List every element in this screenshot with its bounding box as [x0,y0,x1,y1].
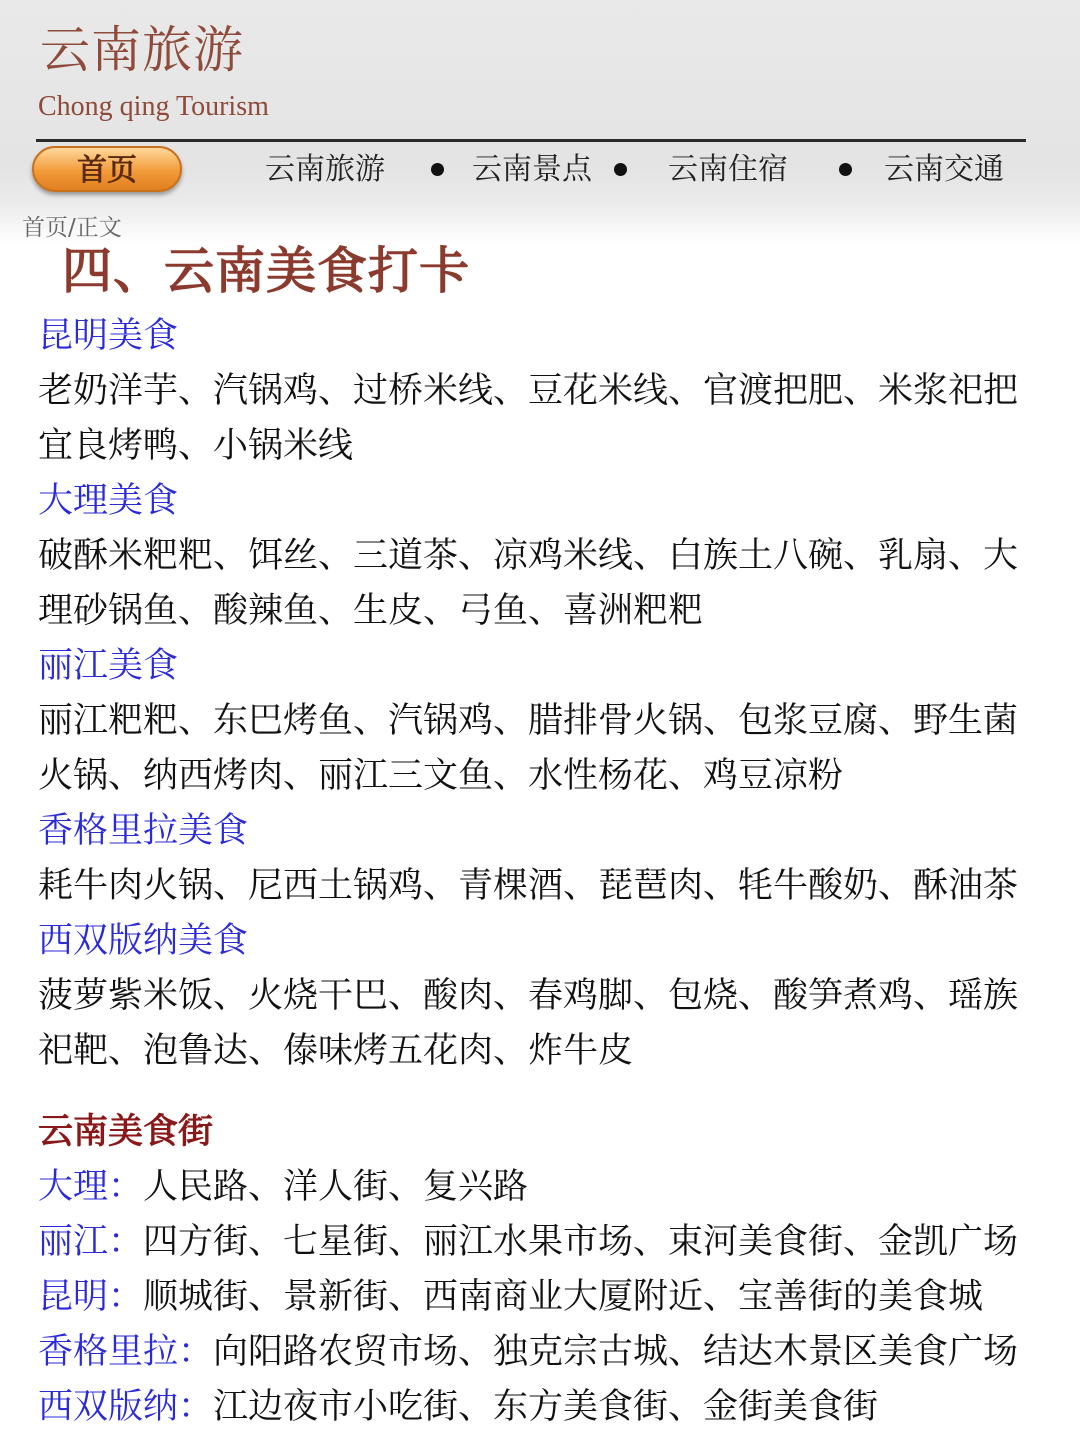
home-button[interactable]: 首页 [32,146,182,192]
site-subtitle: Chong qing Tourism [38,91,269,122]
food-street-item [38,1217,1018,1267]
section-text: 耗牛肉火锅、尼西土锅鸡、青棵酒、琵琶肉、牦牛酸奶、酥油茶 [38,866,1019,906]
section-text: 理砂锅鱼、酸辣鱼、生皮、弓鱼、喜洲粑粑 [38,591,704,631]
nav-yunnan-lodging[interactable]: 云南住宿 [668,152,788,187]
nav-bullet-icon [839,163,852,176]
site-title: 云南旅游 [40,21,244,79]
section-heading-shangrila: 香格里拉美食 [38,811,249,851]
page-title: 四、云南美食打卡 [62,242,470,300]
section-heading-dali: 大理美食 [38,481,179,521]
section-heading-xishuangbanna: 西双版纳美食 [38,921,249,961]
section-text: 破酥米粑粑、饵丝、三道茶、凉鸡米线、白族土八碗、乳扇、大 [38,536,1019,576]
section-heading-lijiang: 丽江美食 [38,646,179,686]
food-street-city: 西双版纳： [38,1387,214,1427]
food-street-city: 丽江： [38,1222,144,1262]
food-street-item [38,1162,528,1212]
food-street-item [38,1327,1018,1377]
nav-yunnan-transport[interactable]: 云南交通 [884,152,1004,187]
section-text: 宜良烤鸭、小锅米线 [38,426,354,466]
food-street-list: 四方街、七星街、丽江水果市场、束河美食街、金凯广场 [143,1222,1019,1262]
food-street-list: 人民路、洋人街、复兴路 [143,1167,529,1207]
section-text: 老奶洋芋、汽锅鸡、过桥米线、豆花米线、官渡把肥、米浆祀把 [38,371,1019,411]
food-street-heading: 云南美食街 [38,1112,214,1152]
section-text: 菠萝紫米饭、火烧干巴、酸肉、春鸡脚、包烧、酸笋煮鸡、瑶族 [38,976,1019,1016]
section-text: 祀靶、泡鲁达、傣味烤五花肉、炸牛皮 [38,1031,634,1071]
food-street-list: 向阳路农贸市场、独克宗古城、结达木景区美食广场 [213,1332,1019,1372]
header-fade [0,205,1080,245]
food-street-list: 江边夜市小吃街、东方美食街、金街美食街 [213,1387,879,1427]
food-street-city: 香格里拉： [38,1332,214,1372]
breadcrumb[interactable]: 首页/正文 [22,215,122,241]
nav-yunnan-travel[interactable]: 云南旅游 [265,152,385,187]
food-street-city: 昆明： [38,1277,144,1317]
section-heading-kunming: 昆明美食 [38,316,179,356]
nav-yunnan-sights[interactable]: 云南景点 [472,152,592,187]
header-divider [36,139,1026,142]
nav-bullet-icon [614,163,627,176]
food-street-city: 大理： [38,1167,144,1207]
food-street-item [38,1272,983,1322]
food-street-list: 顺城街、景新街、西南商业大厦附近、宝善街的美食城 [143,1277,984,1317]
section-text: 火锅、纳西烤肉、丽江三文鱼、水性杨花、鸡豆凉粉 [38,756,844,796]
section-text: 丽江粑粑、东巴烤鱼、汽锅鸡、腊排骨火锅、包浆豆腐、野生菌 [38,701,1019,741]
nav-bullet-icon [431,163,444,176]
food-street-item [38,1382,878,1432]
